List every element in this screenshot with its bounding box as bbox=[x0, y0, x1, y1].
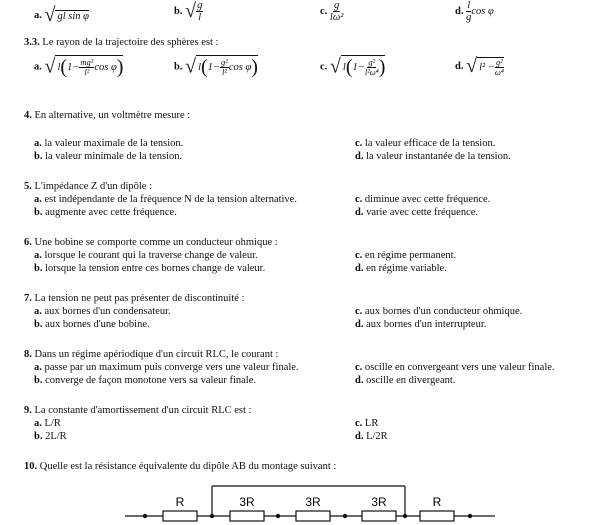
circuit-node bbox=[210, 514, 214, 518]
q32-option-b bbox=[174, 0, 203, 23]
question-text: La tension ne peut pas présenter de discontinuité : bbox=[34, 293, 245, 304]
circuit-node bbox=[143, 514, 147, 518]
question-number: 9. bbox=[24, 405, 32, 416]
q7-option-c: c. aux bornes d'un conducteur ohmique. bbox=[355, 306, 523, 317]
q8-option-c: c. oscille en convergeant vers une valeur finale. bbox=[355, 362, 555, 373]
resistor-label: 3R bbox=[305, 495, 321, 509]
resistor-label: 3R bbox=[239, 495, 255, 509]
q6-option-d: d. en régime variable. bbox=[355, 263, 447, 274]
q7-option-a: a. aux bornes d'un condensateur. bbox=[34, 306, 171, 317]
question-10 bbox=[24, 461, 336, 472]
option-letter: a. bbox=[34, 9, 42, 21]
circuit-node bbox=[403, 514, 407, 518]
sqrt-symbol: √ bbox=[185, 0, 197, 22]
question-number: 8. bbox=[24, 349, 32, 360]
question-6 bbox=[24, 237, 278, 248]
q33-option-a: a. √ l(1− $\frac{\text{mg²}}{\text{l²}}$ cos φ) bbox=[34, 55, 124, 78]
circuit-node bbox=[276, 514, 280, 518]
question-8 bbox=[24, 349, 278, 360]
q33-option-b: b. √ l(1− $\frac{\text{g²}}{\text{l²}}$ cos φ) bbox=[174, 55, 258, 78]
q5-option-c: c. diminue avec cette fréquence. bbox=[355, 194, 491, 205]
question-text: Le rayon de la trajectoire des sphères est : bbox=[42, 37, 219, 48]
q9-option-a: a. L/R bbox=[34, 418, 61, 429]
question-text: La constante d'amortissement d'un circuit RLC est : bbox=[34, 405, 252, 416]
circuit-node bbox=[343, 514, 347, 518]
question-text: En alternative, un voltmètre mesure : bbox=[34, 110, 191, 121]
q9-option-d: d. L/2R bbox=[355, 431, 388, 442]
q9-option-c: c. LR bbox=[355, 418, 379, 429]
q32-option-d: d. $\frac{l}{g}$ cos φ bbox=[455, 0, 494, 23]
q33-option-d: d. √ l² − $\frac{\text{g²}}{\text{ω⁴}}$ bbox=[455, 55, 504, 77]
q4-option-c: c. la valeur efficace de la tension. bbox=[355, 138, 496, 149]
resistor-3r-3 bbox=[362, 511, 396, 521]
fraction: $\frac{g}{l}$ bbox=[197, 0, 203, 23]
q7-option-d: d. aux bornes d'un interrupteur. bbox=[355, 319, 487, 330]
q4-option-a: a. la valeur maximale de la tension. bbox=[34, 138, 184, 149]
question-7 bbox=[24, 293, 244, 304]
q8-option-d: d. oscille en divergeant. bbox=[355, 375, 456, 386]
resistor-3r-2 bbox=[296, 511, 330, 521]
question-number: 6. bbox=[24, 237, 32, 248]
resistor-r2 bbox=[420, 511, 454, 521]
option-letter: b. bbox=[174, 5, 183, 17]
fraction: $\frac{g}{\text{lω²}}$ bbox=[329, 0, 344, 23]
q8-option-b: b. converge de façon monotone vers sa valeur finale. bbox=[34, 375, 256, 386]
q9-option-b: b. 2L/R bbox=[34, 431, 67, 442]
question-5 bbox=[24, 181, 152, 192]
option-letter: d. bbox=[455, 5, 464, 17]
q6-option-a: a. lorsque le courant qui la traverse change de valeur. bbox=[34, 250, 258, 261]
q6-option-c: c. en régime permanent. bbox=[355, 250, 457, 261]
q33-heading bbox=[24, 37, 218, 48]
resistor-label: R bbox=[432, 495, 442, 509]
circuit-node bbox=[468, 514, 472, 518]
q5-option-b: b. augmente avec cette fréquence. bbox=[34, 207, 177, 218]
question-text: Quelle est la résistance équivalente du dipôle AB du montage suivant : bbox=[39, 461, 337, 472]
sqrt-symbol: √ bbox=[44, 4, 56, 26]
resistor-r1 bbox=[163, 511, 197, 521]
resistor-label: 3R bbox=[371, 495, 387, 509]
circuit-diagram bbox=[0, 478, 600, 525]
q32-option-a bbox=[34, 4, 89, 27]
q4-option-d: d. la valeur instantanée de la tension. bbox=[355, 151, 511, 162]
q5-option-a: a. est indépendante de la fréquence N de la tension alternative. bbox=[34, 194, 297, 205]
question-4 bbox=[24, 110, 190, 121]
q5-option-d: d. varie avec cette fréquence. bbox=[355, 207, 479, 218]
resistor-3r-1 bbox=[230, 511, 264, 521]
q7-option-b: b. aux bornes d'une bobine. bbox=[34, 319, 150, 330]
question-number: 10. bbox=[24, 461, 38, 472]
question-text: Une bobine se comporte comme un conducteur ohmique : bbox=[34, 237, 278, 248]
question-number: 4. bbox=[24, 110, 32, 121]
question-text: Dans un régime apériodique d'un circuit RLC, le courant : bbox=[34, 349, 279, 360]
q6-option-b: b. lorsque la tension entre ces bornes change de valeur. bbox=[34, 263, 266, 274]
radicand: gl sin φ bbox=[57, 10, 89, 22]
fraction: $\frac{l}{g}$ bbox=[466, 0, 472, 23]
question-number: 3.3. bbox=[24, 37, 40, 48]
question-9 bbox=[24, 405, 251, 416]
option-letter: c. bbox=[320, 5, 328, 17]
q32-option-c bbox=[320, 0, 343, 23]
q33-option-c: c. √ l(1− $\frac{\text{g²}}{\text{l²ω⁴}}$ ) bbox=[320, 55, 386, 78]
q8-option-a: a. passe par un maximum puis converge vers une valeur finale. bbox=[34, 362, 299, 373]
q4-option-b: b. la valeur minimale de la tension. bbox=[34, 151, 183, 162]
resistor-label: R bbox=[175, 495, 185, 509]
question-number: 5. bbox=[24, 181, 32, 192]
question-text: L'impédance Z d'un dipôle : bbox=[34, 181, 152, 192]
question-number: 7. bbox=[24, 293, 32, 304]
